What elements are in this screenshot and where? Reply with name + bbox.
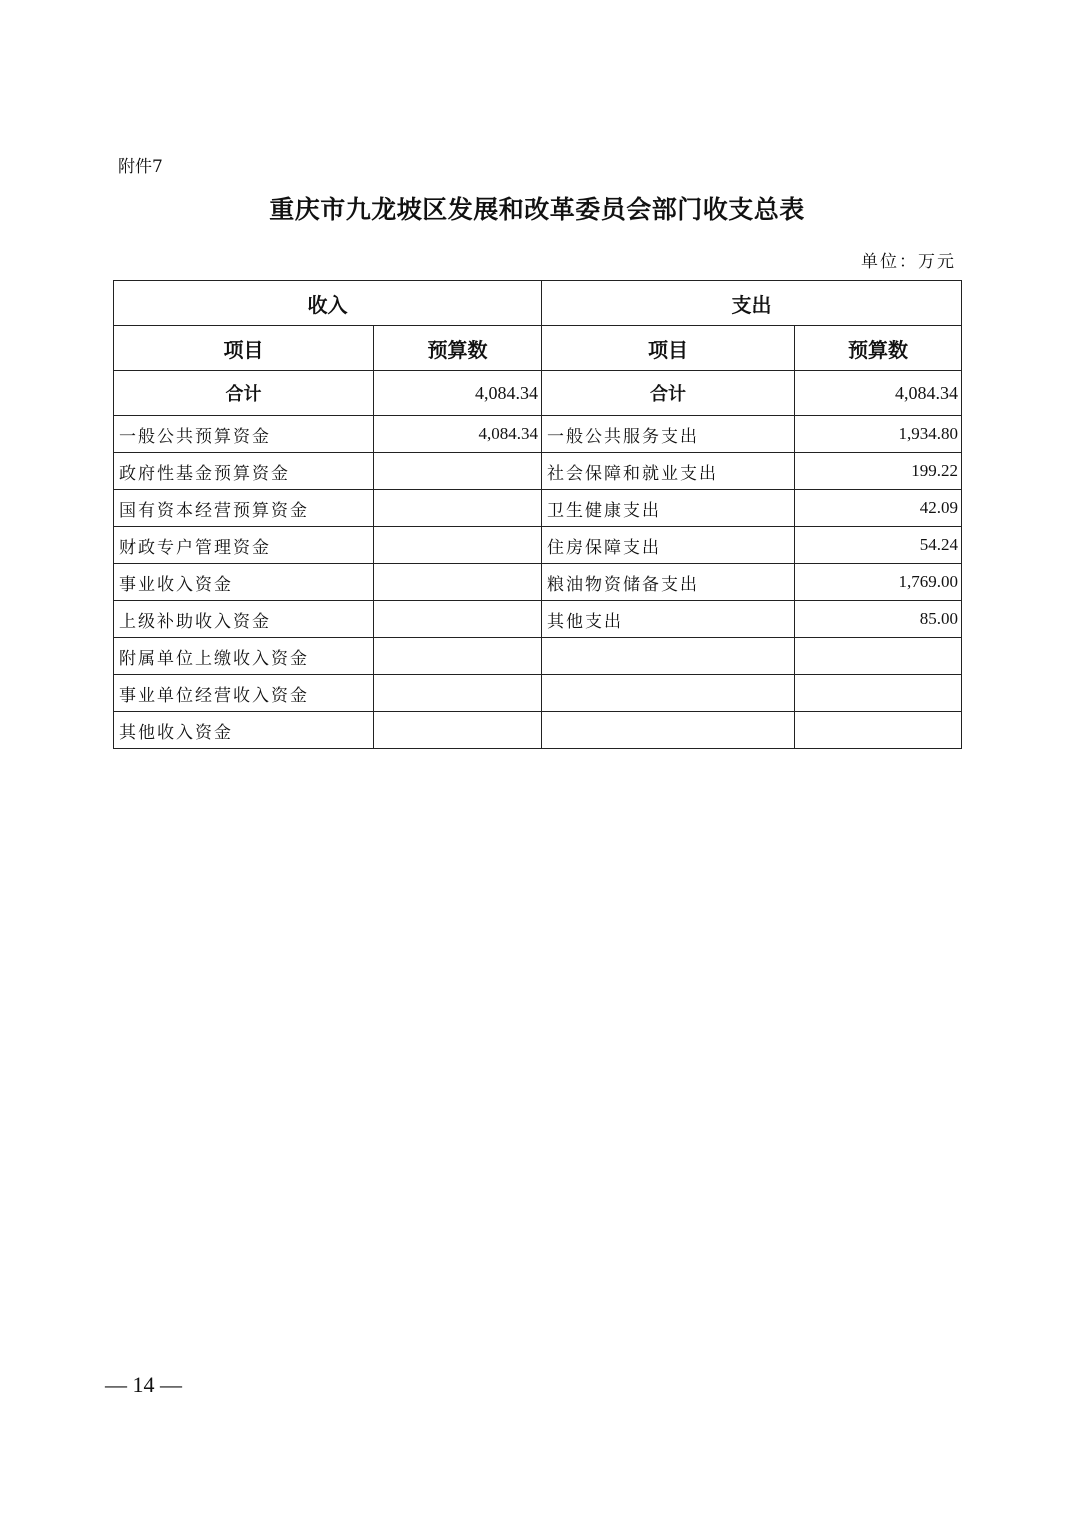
table-row xyxy=(114,712,962,749)
expense-item: 其他支出 xyxy=(542,601,795,638)
table-column-header-row xyxy=(114,326,962,371)
table-row xyxy=(114,638,962,675)
income-total-label: 合计 xyxy=(114,371,374,416)
expense-value: 54.24 xyxy=(795,527,962,564)
income-item: 国有资本经营预算资金 xyxy=(114,490,374,527)
expense-value xyxy=(795,638,962,675)
table-row xyxy=(114,453,962,490)
income-item: 其他收入资金 xyxy=(114,712,374,749)
expense-item xyxy=(542,675,795,712)
income-value xyxy=(374,564,542,601)
income-value: 4,084.34 xyxy=(374,416,542,453)
income-value xyxy=(374,675,542,712)
income-value xyxy=(374,712,542,749)
table-row xyxy=(114,416,962,453)
income-item: 附属单位上缴收入资金 xyxy=(114,638,374,675)
budget-table xyxy=(113,280,962,749)
unit-label: 单位：万元 xyxy=(861,252,956,272)
expense-total-label: 合计 xyxy=(542,371,795,416)
expense-value xyxy=(795,712,962,749)
expense-item: 一般公共服务支出 xyxy=(542,416,795,453)
income-item: 政府性基金预算资金 xyxy=(114,453,374,490)
table-row xyxy=(114,564,962,601)
income-item: 财政专户管理资金 xyxy=(114,527,374,564)
income-value xyxy=(374,490,542,527)
expense-value: 199.22 xyxy=(795,453,962,490)
table-total-row xyxy=(114,371,962,416)
income-value xyxy=(374,527,542,564)
table-row xyxy=(114,601,962,638)
expense-value: 1,934.80 xyxy=(795,416,962,453)
table-row xyxy=(114,490,962,527)
page-number: — 14 — xyxy=(105,1372,182,1397)
income-value xyxy=(374,601,542,638)
document-title: 重庆市九龙坡区发展和改革委员会部门收支总表 xyxy=(269,195,805,224)
income-budget-column-header: 预算数 xyxy=(374,326,542,371)
income-item: 一般公共预算资金 xyxy=(114,416,374,453)
expense-value xyxy=(795,675,962,712)
expense-item: 粮油物资储备支出 xyxy=(542,564,795,601)
expense-value: 85.00 xyxy=(795,601,962,638)
expense-total-value: 4,084.34 xyxy=(795,371,962,416)
income-item: 上级补助收入资金 xyxy=(114,601,374,638)
expense-value: 1,769.00 xyxy=(795,564,962,601)
income-item: 事业收入资金 xyxy=(114,564,374,601)
expense-item-column-header: 项目 xyxy=(542,326,795,371)
income-total-value: 4,084.34 xyxy=(374,371,542,416)
expense-header: 支出 xyxy=(542,281,962,326)
attachment-label: 附件7 xyxy=(118,157,163,177)
income-item: 事业单位经营收入资金 xyxy=(114,675,374,712)
income-item-column-header: 项目 xyxy=(114,326,374,371)
expense-item: 社会保障和就业支出 xyxy=(542,453,795,490)
income-value xyxy=(374,453,542,490)
expense-item: 住房保障支出 xyxy=(542,527,795,564)
table-row xyxy=(114,675,962,712)
table-section-header-row xyxy=(114,281,962,326)
expense-item xyxy=(542,638,795,675)
expense-budget-column-header: 预算数 xyxy=(795,326,962,371)
income-header: 收入 xyxy=(114,281,542,326)
income-value xyxy=(374,638,542,675)
expense-value: 42.09 xyxy=(795,490,962,527)
expense-item: 卫生健康支出 xyxy=(542,490,795,527)
table-row xyxy=(114,527,962,564)
expense-item xyxy=(542,712,795,749)
